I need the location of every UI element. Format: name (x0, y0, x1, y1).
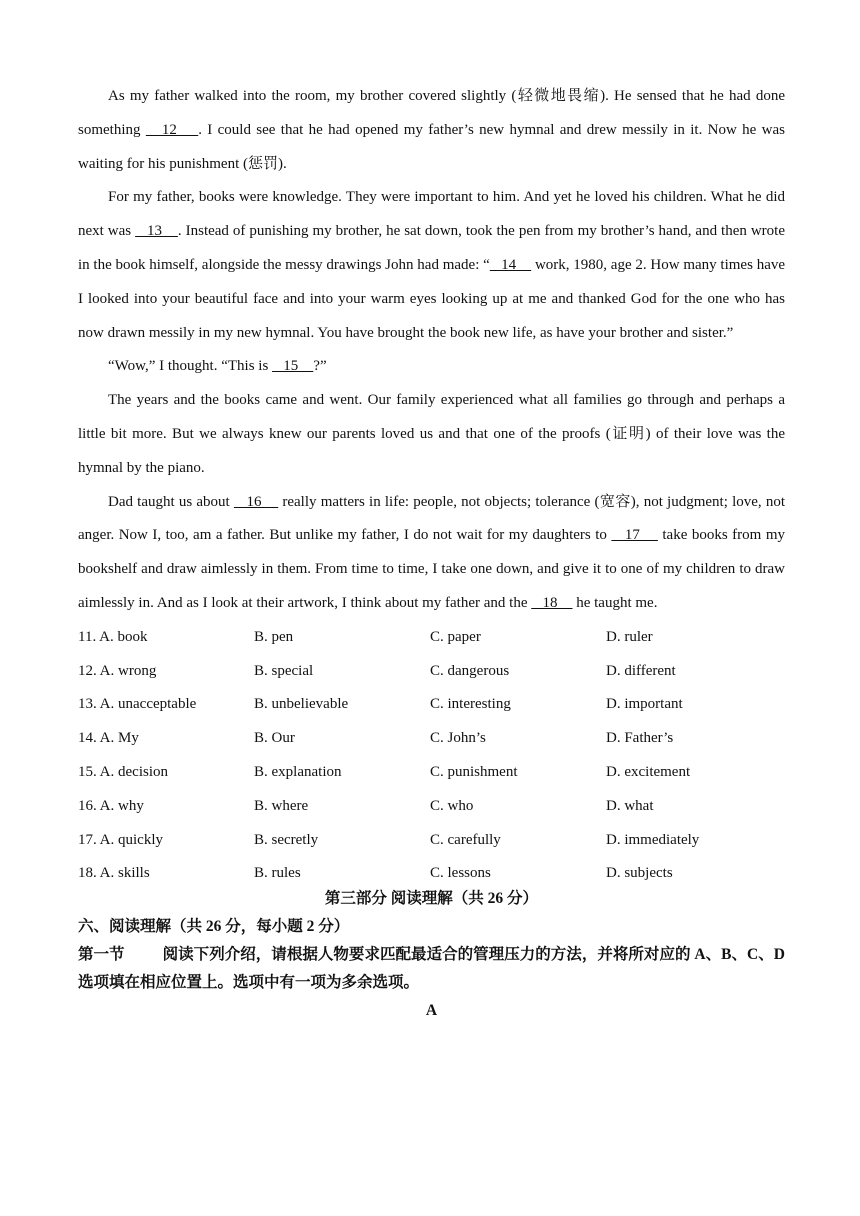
text-run: work, 1980, age 2. How many times have I looked into your beautiful face and into your warm eyes looking up at me and thanked God for the one who has now drawn messily in my new hymnal. You have brought the book new life, as have your brother and sister.” (78, 256, 786, 341)
option-c: C. carefully (430, 831, 501, 848)
text-run: he taught me. (572, 594, 658, 611)
option-c: C. John’s (430, 730, 486, 747)
option-d: D. excitement (606, 763, 691, 780)
text-run: Dad taught us about (108, 493, 234, 510)
option-b: B. secretly (254, 831, 319, 848)
option-row (78, 688, 785, 722)
option-c: C. dangerous (430, 662, 510, 679)
option-row (78, 655, 785, 689)
section-heading: 六、阅读理解（共 26 分，每小题 2 分） (78, 918, 350, 936)
option-c: C. lessons (430, 865, 491, 882)
blank-13: 13 (135, 223, 178, 240)
text-run: As my father walked into the room, my brother covered slightly (轻微地畏缩). He sensed that he had done something (78, 88, 785, 138)
option-d: D. different (606, 662, 676, 679)
text-run: ?” (313, 358, 327, 375)
section-intro (78, 941, 785, 997)
option-row (78, 756, 785, 790)
option-a: 12. A. wrong (78, 662, 157, 679)
option-a: 13. A. unacceptable (78, 696, 197, 713)
text-run: For my father, books were knowledge. They were important to him. And yet he loved his children. What he did next was (78, 189, 785, 240)
option-b: B. where (254, 797, 309, 814)
option-row (78, 790, 785, 824)
option-b: B. Our (254, 730, 295, 747)
section-instructions: 阅读下列介绍，请根据人物要求匹配最适合的管理压力的方法，并将所对应的 A、B、C、D 选项填在相应位置上。选项中有一项为多余选项。 (78, 946, 785, 992)
blank-16: 16 (233, 493, 279, 510)
blank-15: 15 (272, 358, 314, 375)
blank-14: 14 (489, 256, 532, 273)
text-run: really matters in life: people, not objects; tolerance (宽容), not judgment; love, not anger. Now I, too, am a father. But unlike my father, I do not wait for my daughters to (78, 493, 785, 544)
blank-18: 18 (531, 594, 573, 611)
passage-label: A (425, 1002, 438, 1020)
option-d: D. Father’s (606, 730, 674, 747)
blank-17: 17 (611, 527, 658, 544)
option-b: B. unbelievable (254, 696, 349, 713)
option-a: 14. A. My (78, 730, 139, 747)
document-page (78, 80, 785, 1025)
option-c: C. paper (430, 628, 481, 645)
text-run: “Wow,” I thought. “This is (108, 358, 273, 375)
option-a: 18. A. skills (78, 865, 150, 882)
option-d: D. important (606, 696, 683, 713)
option-c: C. punishment (430, 763, 518, 780)
option-a: 17. A. quickly (78, 831, 163, 848)
paragraph-1 (78, 80, 785, 181)
text-run: . I could see that he had opened my father’s new hymnal and drew messily in it. Now he was waiting for his punishment (惩罚). (78, 121, 786, 172)
paragraph-4 (78, 384, 785, 485)
option-row (78, 824, 785, 858)
option-a: 11. A. book (78, 628, 148, 645)
paragraph-2 (78, 181, 785, 350)
text-run: . Instead of punishing my brother, he sat down, took the pen from my brother’s hand, and then wrote in the book himself, alongside the messy drawings John had made: “ (78, 223, 786, 273)
option-b: B. special (254, 662, 314, 679)
option-a: 16. A. why (78, 797, 144, 814)
option-c: C. interesting (430, 696, 511, 713)
option-b: B. pen (254, 628, 294, 645)
blank-12: 12 (145, 121, 199, 138)
option-d: D. subjects (606, 865, 673, 882)
option-c: C. who (430, 797, 474, 814)
option-b: B. explanation (254, 763, 342, 780)
answer-options (78, 621, 785, 891)
option-d: D. immediately (606, 831, 700, 848)
option-b: B. rules (254, 865, 301, 882)
section-label: 第一节 (78, 946, 125, 964)
option-d: D. ruler (606, 628, 653, 645)
text-run: The years and the books came and went. Our family experienced what all families go through and perhaps a little bit more. But we always knew our parents loved us and that one of the proofs (证明) of their love was the hymnal by the piano. (78, 392, 785, 476)
option-a: 15. A. decision (78, 763, 168, 780)
part-title: 第三部分 阅读理解（共 26 分） (324, 890, 539, 908)
option-d: D. what (606, 797, 654, 814)
paragraph-5 (78, 486, 785, 621)
text-run: take books from my bookshelf and draw aimlessly in them. From time to time, I take one down, and give it to one of my children to draw aimlessly in. And as I look at their artwork, I think about my father and the (78, 527, 785, 611)
paragraph-3 (78, 350, 785, 384)
option-row (78, 621, 785, 655)
option-row (78, 722, 785, 756)
